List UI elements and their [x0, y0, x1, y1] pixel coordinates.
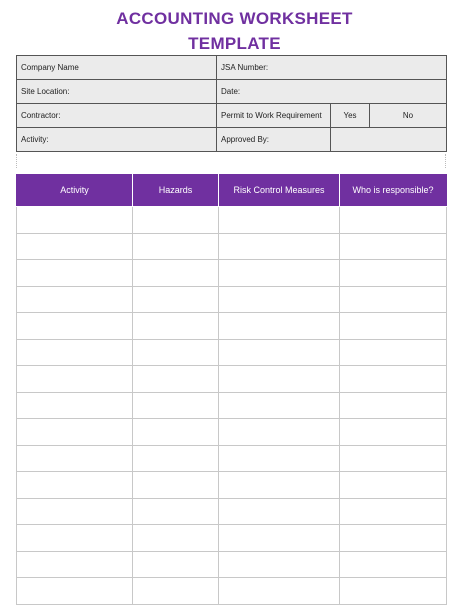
cell-activity[interactable] — [17, 286, 133, 313]
cell-hazards[interactable] — [133, 207, 219, 234]
table-row — [17, 260, 447, 287]
site-location-field[interactable]: Site Location: — [17, 80, 217, 104]
jsa-number-field[interactable]: JSA Number: — [217, 56, 447, 80]
risk-table-header — [17, 174, 447, 207]
cell-hazards[interactable] — [133, 260, 219, 287]
table-row — [17, 525, 447, 552]
risk-table — [16, 174, 447, 605]
cell-risk-control[interactable] — [219, 260, 340, 287]
info-row-site — [17, 80, 447, 104]
activity-field[interactable]: Activity: — [17, 128, 217, 152]
cell-risk-control[interactable] — [219, 578, 340, 605]
info-row-activity — [17, 128, 447, 152]
cell-responsible[interactable] — [340, 260, 447, 287]
cell-risk-control[interactable] — [219, 419, 340, 446]
cell-responsible[interactable] — [340, 525, 447, 552]
table-row — [17, 366, 447, 393]
column-header-responsible: Who is responsible? — [340, 174, 447, 207]
column-header-activity: Activity — [17, 174, 133, 207]
cell-risk-control[interactable] — [219, 551, 340, 578]
table-row — [17, 472, 447, 499]
cell-responsible[interactable] — [340, 207, 447, 234]
cell-hazards[interactable] — [133, 392, 219, 419]
cell-activity[interactable] — [17, 233, 133, 260]
cell-hazards[interactable] — [133, 472, 219, 499]
cell-hazards[interactable] — [133, 525, 219, 552]
table-row — [17, 419, 447, 446]
cell-hazards[interactable] — [133, 445, 219, 472]
cell-responsible[interactable] — [340, 313, 447, 340]
table-row — [17, 445, 447, 472]
cell-risk-control[interactable] — [219, 366, 340, 393]
column-header-risk-control: Risk Control Measures — [219, 174, 340, 207]
cell-risk-control[interactable] — [219, 233, 340, 260]
cell-responsible[interactable] — [340, 551, 447, 578]
table-row — [17, 313, 447, 340]
company-name-field[interactable]: Company Name — [17, 56, 217, 80]
risk-table-body — [17, 207, 447, 605]
cell-responsible[interactable] — [340, 498, 447, 525]
cell-hazards[interactable] — [133, 578, 219, 605]
cell-hazards[interactable] — [133, 551, 219, 578]
page-title-line-1: ACCOUNTING WORKSHEET — [116, 9, 353, 28]
cell-activity[interactable] — [17, 392, 133, 419]
cell-activity[interactable] — [17, 498, 133, 525]
table-row — [17, 392, 447, 419]
cell-activity[interactable] — [17, 313, 133, 340]
cell-responsible[interactable] — [340, 419, 447, 446]
page-title-line-2: TEMPLATE — [188, 34, 281, 53]
cell-risk-control[interactable] — [219, 313, 340, 340]
cell-responsible[interactable] — [340, 578, 447, 605]
cell-activity[interactable] — [17, 525, 133, 552]
section-divider — [16, 154, 446, 168]
cell-risk-control[interactable] — [219, 445, 340, 472]
table-row — [17, 551, 447, 578]
cell-activity[interactable] — [17, 551, 133, 578]
cell-activity[interactable] — [17, 207, 133, 234]
cell-responsible[interactable] — [340, 445, 447, 472]
cell-risk-control[interactable] — [219, 392, 340, 419]
cell-responsible[interactable] — [340, 286, 447, 313]
approved-by-field[interactable]: Approved By: — [217, 128, 331, 152]
cell-activity[interactable] — [17, 419, 133, 446]
table-row — [17, 286, 447, 313]
cell-hazards[interactable] — [133, 419, 219, 446]
table-row — [17, 578, 447, 605]
cell-hazards[interactable] — [133, 233, 219, 260]
cell-responsible[interactable] — [340, 392, 447, 419]
date-field[interactable]: Date: — [217, 80, 447, 104]
info-row-contractor — [17, 104, 447, 128]
table-row — [17, 207, 447, 234]
info-row-company — [17, 56, 447, 80]
table-row — [17, 339, 447, 366]
permit-yes-option[interactable]: Yes — [331, 104, 370, 128]
contractor-field[interactable]: Contractor: — [17, 104, 217, 128]
info-table — [16, 55, 447, 152]
cell-risk-control[interactable] — [219, 207, 340, 234]
cell-activity[interactable] — [17, 339, 133, 366]
cell-risk-control[interactable] — [219, 525, 340, 552]
cell-responsible[interactable] — [340, 339, 447, 366]
table-row — [17, 233, 447, 260]
table-row — [17, 498, 447, 525]
cell-responsible[interactable] — [340, 472, 447, 499]
permit-no-option[interactable]: No — [370, 104, 447, 128]
cell-hazards[interactable] — [133, 366, 219, 393]
cell-activity[interactable] — [17, 366, 133, 393]
cell-risk-control[interactable] — [219, 286, 340, 313]
cell-responsible[interactable] — [340, 233, 447, 260]
cell-activity[interactable] — [17, 445, 133, 472]
cell-activity[interactable] — [17, 578, 133, 605]
cell-hazards[interactable] — [133, 498, 219, 525]
cell-hazards[interactable] — [133, 286, 219, 313]
cell-risk-control[interactable] — [219, 498, 340, 525]
cell-hazards[interactable] — [133, 313, 219, 340]
permit-label: Permit to Work Requirement — [217, 104, 331, 128]
cell-responsible[interactable] — [340, 366, 447, 393]
approved-by-value[interactable] — [331, 128, 447, 152]
cell-risk-control[interactable] — [219, 472, 340, 499]
cell-risk-control[interactable] — [219, 339, 340, 366]
cell-activity[interactable] — [17, 472, 133, 499]
cell-hazards[interactable] — [133, 339, 219, 366]
column-header-hazards: Hazards — [133, 174, 219, 207]
cell-activity[interactable] — [17, 260, 133, 287]
